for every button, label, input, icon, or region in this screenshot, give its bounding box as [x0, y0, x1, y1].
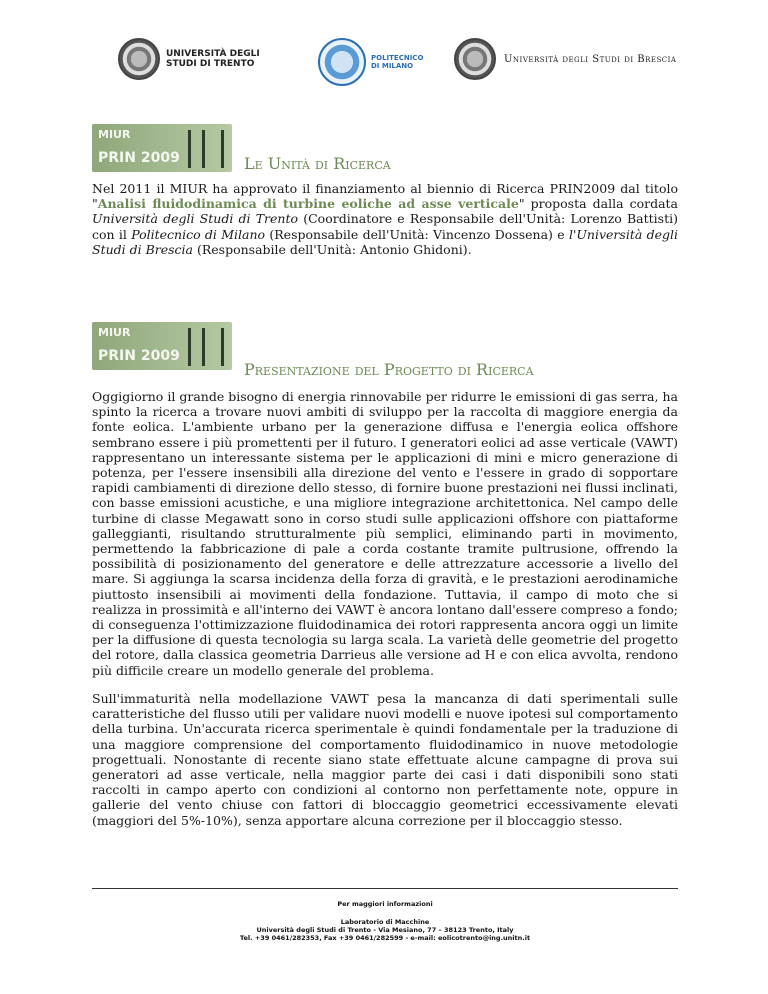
project-title-highlight: Analisi fluidodinamica di turbine eoliche ad asse verticale — [97, 196, 519, 212]
unibs-seal-icon — [454, 38, 496, 80]
p1-text-d: (Responsabile dell'Unità: Vincenzo Dossena) e — [265, 226, 569, 242]
footer-contacts: Tel. +39 0461/282353, Fax +39 0461/282599 - e-mail: eolicotrento@ing.unitn.it — [239, 934, 531, 942]
badge-prin-label: PRIN 2009 — [98, 150, 180, 166]
prin-mark-icon — [188, 328, 224, 366]
unibs-name: l'Università degli Studi di Brescia — [92, 226, 678, 257]
section-title-units: Le Unità di Ricerca — [244, 154, 391, 173]
miur-prin-badge — [92, 322, 232, 370]
unitn-logo — [118, 38, 276, 80]
polimi-logo-text: POLITECNICO DI MILANO — [371, 54, 424, 70]
badge-miur-label: MIUR — [98, 128, 131, 141]
footer-title: Per maggiori informazioni — [337, 900, 433, 908]
footer-divider — [92, 888, 678, 889]
unitn-seal-icon — [118, 38, 160, 80]
unitn-logo-text: UNIVERSITÀ DEGLI STUDI DI TRENTO — [166, 49, 260, 69]
polimi-seal-icon — [318, 38, 366, 86]
footer-lab: Laboratorio di Macchine — [340, 918, 430, 926]
footer — [92, 900, 678, 942]
footer-address: Università degli Studi di Trento - Via Mesiano, 77 – 38123 Trento, Italy — [256, 926, 514, 934]
p1-text-c: (Coordinatore e Responsabile dell'Unità: Lorenzo Battisti) con il — [92, 211, 678, 242]
project-paragraph-1: Oggigiorno il grande bisogno di energia rinnovabile per ridurre le emissioni di gas serra, ha spinto la ricerca a trovare nuovi ambiti di sviluppo per la raccolta di maggiore energia da fonte eolica. L'ambiente urbano per la generazione diffusa e l'energia eolica offshore sembrano essere i più promettenti per il futuro. I generatori eolici ad asse verticale (VAWT) rappresentano un interessante sistema per le applicazioni di mini e micro generazione di potenza, per l'essere insensibili alla direzione del vento e l'essere in grado di sopportare rapidi cambiamenti di direzione dello stesso, di fornire buone prestazioni nei flussi inclinati, con basse emissioni acustiche, e una migliore integrazione architettonica. Nel campo delle turbine di classe Megawatt sono in corso studi sulle applicazioni offshore con piattaforme galleggianti, risultando strutturalmente più semplici, eliminando parti in movimento, permettendo la fabbricazione di pale a corda costante tramite pultrusione, offrendo la possibilità di posizionamento del generatore e delle attrezzature accessorie a livello del mare. Si aggiunga la scarsa incidenza della forza di gravità, e le prestazioni aerodinamiche piuttosto insensibili ai movimenti della fondazione. Tuttavia, il campo di moto che si realizza in prossimità e all'interno dei VAWT è ancora lontano dall'essere compreso a fondo; di conseguenza l'ottimizzazione fluidodinamica dei rotori rappresenta ancora oggi un limite per la diffusione di questa tecnologia su larga scala. La varietà delle geometrie del progetto del rotore, dalla classica geometria Darrieus alle versione ad H e con elica avvolta, rendono più difficile creare un modello generale del problema. — [92, 389, 678, 678]
polimi-name: Politecnico di Milano — [131, 226, 266, 242]
miur-prin-badge — [92, 124, 232, 172]
section-title-project: Presentazione del Progetto di Ricerca — [244, 360, 534, 379]
p1-text-b: " proposta dalla cordata — [518, 196, 678, 212]
polimi-logo — [318, 38, 431, 86]
project-paragraph-2: Sull'immaturità nella modellazione VAWT pesa la mancanza di dati sperimentali sulle caratteristiche del flusso utili per validare nuovi modelli e nuove ipotesi sul comportamento della turbina. Un'accurata ricerca sperimentale è quindi fondamentale per la traduzione di una maggiore comprensione del comportamento fluidodinamico in nuove metodologie progettuali. Nonostante di recente siano state effettuate alcune campagne di prova sui generatori ad asse verticale, nella maggior parte dei casi i dati disponibili sono stati raccolti in campo aperto con condizioni al contorno non perfettamente note, oppure in gallerie del vento chiuse con fattori di bloccaggio geometrici eccessivamente elevati (maggiori del 5%-10%), senza apportare alcuna correzione per il bloccaggio stesso. — [92, 691, 678, 828]
unibs-logo-text: Università degli Studi di Brescia — [504, 53, 677, 65]
prin-mark-icon — [188, 130, 224, 168]
units-paragraph — [92, 181, 678, 257]
badge-miur-label: MIUR — [98, 326, 131, 339]
p1-text-e: (Responsabile dell'Unità: Antonio Ghidoni). — [193, 241, 472, 257]
p1-text-a: Nel 2011 il MIUR ha approvato il finanziamento al biennio di Ricerca PRIN2009 dal titolo " — [92, 181, 678, 212]
unitn-name: Università degli Studi di Trento — [92, 211, 299, 227]
badge-prin-label: PRIN 2009 — [98, 348, 180, 364]
unibs-logo — [454, 38, 676, 80]
logo-bar — [0, 38, 768, 98]
